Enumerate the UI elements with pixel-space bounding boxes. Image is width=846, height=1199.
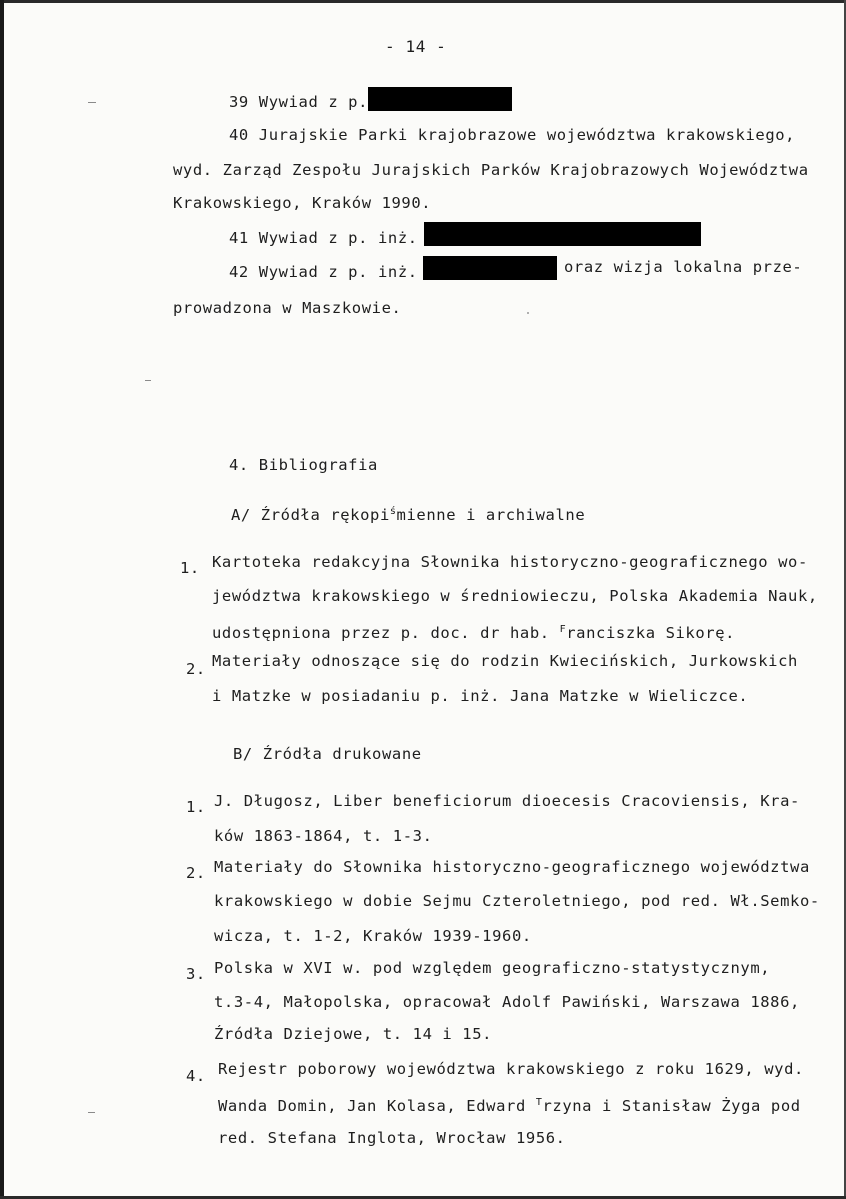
footnote-42-line2: prowadzona w Maszkowie. [173,299,402,317]
list-item-line: udostępniona przez p. doc. dr hab. $^F$ranciszka Sikorę. [212,624,736,642]
list-item-line: Kartoteka redakcyjna Słownika historyczno-geograficznego wo- [212,553,808,571]
scan-mark [88,102,96,103]
footnote-39: 39 Wywiad z p. [229,93,369,111]
list-item-line: J. Długosz, Liber beneficiorum dioecesis Cracoviensis, Kra- [214,792,800,810]
list-item-number: 1. [186,798,206,816]
page-number: - 14 - [385,37,447,56]
section-heading: 4. Bibliografia [229,456,378,474]
list-item-line: Materiały odnoszące się do rodzin Kwiecińskich, Jurkowskich [212,652,798,670]
subsection-a-heading: A/ Źródła rękopi$^ś$mienne i archiwalne [231,506,586,524]
redaction-block [423,256,557,280]
footnote-40-line3: Krakowskiego, Kraków 1990. [173,194,432,212]
list-item-number: 4. [186,1067,206,1085]
redaction-block [424,222,701,246]
list-item-line: i Matzke w posiadaniu p. inż. Jana Matzke w Wieliczce. [212,687,749,705]
footnote-42-prefix: 42 Wywiad z p. inż. [229,263,418,281]
footnote-40-line1: 40 Jurajskie Parki krajobrazowe województwa krakowskiego, [229,126,796,144]
scan-mark [88,1112,95,1113]
list-item-line: wicza, t. 1-2, Kraków 1939-1960. [214,927,532,945]
list-item-number: 2. [186,864,206,882]
list-item-line: ków 1863-1864, t. 1-3. [214,827,433,845]
scan-border-left [0,0,4,1199]
list-item-line: jewództwa krakowskiego w średniowieczu, Polska Akademia Nauk, [212,587,818,605]
scan-mark [145,380,151,381]
scan-speck [527,312,529,314]
list-item-line: Źródła Dziejowe, t. 14 i 15. [214,1025,493,1043]
list-item-number: 2. [186,660,206,678]
list-item-line: Polska w XVI w. pod względem geograficzno-statystycznym, [214,959,771,977]
list-item-line: red. Stefana Inglota, Wrocław 1956. [218,1129,566,1147]
list-item-line: krakowskiego w dobie Sejmu Czteroletniego, pod red. Wł.Semko- [214,892,820,910]
list-item-line: Rejestr poborowy województwa krakowskiego z roku 1629, wyd. [218,1060,804,1078]
list-item-line: Wanda Domin, Jan Kolasa, Edward $^T$rzyna i Stanisław Żyga pod [218,1097,801,1115]
scan-border-top [0,0,846,3]
footnote-40-line2: wyd. Zarząd Zespołu Jurajskich Parków Krajobrazowych Województwa [173,161,809,179]
redaction-block [368,87,512,111]
list-item-line: t.3-4, Małopolska, opracował Adolf Pawiński, Warszawa 1886, [214,993,800,1011]
list-item-number: 1. [180,559,200,577]
footnote-41: 41 Wywiad z p. inż. [229,229,418,247]
list-item-line: Materiały do Słownika historyczno-geograficznego województwa [214,858,810,876]
footnote-42-suffix: oraz wizja lokalna prze- [564,258,803,276]
subsection-b-heading: B/ Źródła drukowane [233,745,422,763]
list-item-number: 3. [186,965,206,983]
